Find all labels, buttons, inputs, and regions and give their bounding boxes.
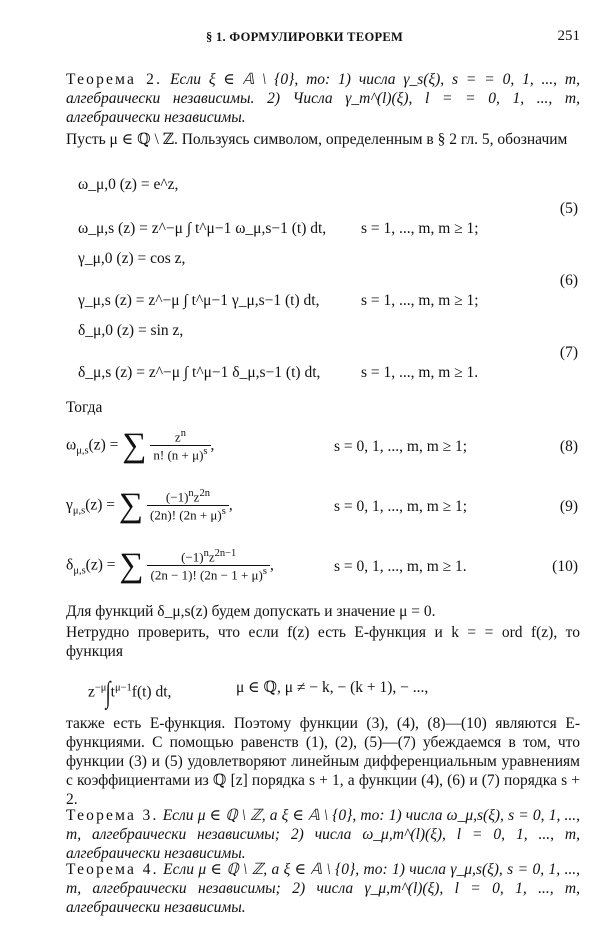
formula-omegas: ω_μ,s (z) = z^−μ ∫ t^μ−1 ω_μ,s−1 (t) dt, — [78, 220, 327, 237]
formula-omegas-cond: s = 1, ..., m, m ≥ 1; — [361, 220, 479, 237]
sum-sign: ∑ — [118, 486, 144, 524]
theorem-2-label: Теорема 2. — [66, 71, 163, 88]
formula-deltas-cond: s = 1, ..., m, m ≥ 1. — [361, 364, 479, 381]
formula-series-delta-cond: s = 0, 1, ..., m, m ≥ 1. — [334, 558, 467, 575]
fraction: $\frac{z^n}{n! (n + \mu)^s}$ — [150, 428, 210, 464]
page-header — [66, 30, 580, 50]
formula-omega0: ω_μ,0 (z) = e^z, — [78, 176, 179, 193]
theorem-4-label: Теорема 4. — [66, 861, 159, 878]
formula-deltas: δ_μ,s (z) = z^−μ ∫ t^μ−1 δ_μ,s−1 (t) dt, — [78, 364, 321, 381]
formula-series-omega-cond: s = 0, 1, ..., m, m ≥ 1; — [334, 438, 468, 455]
equation-number-5: (5) — [559, 200, 578, 217]
paragraph-e-functions-conclusion: также есть E-функция. Поэтому функции (3), (4), (8)—(10) являются E-функциями. С помощью равенств (1), (2), (5)—(7) убеждаемся в том, что функции (3) и (5) удовлетворяют линейным дифференциальным уравнениям с коэффициентами из ℚ [z] порядка s + 1, а функции (4), (6) и (7) порядка s + 2. — [66, 715, 580, 808]
theorem-3-label: Теорема 3. — [66, 807, 159, 824]
page-number: 251 — [557, 28, 580, 44]
equation-number-8: (8) — [559, 438, 578, 455]
equation-number-6: (6) — [559, 272, 578, 289]
theorem-3-text: Если μ ∈ ℚ \ ℤ, а ξ ∈ 𝔸 \ {0}, то: 1) числа ω_μ,s(ξ), s = 0, 1, ..., m, алгебраически независимы; 2) числа ω_μ,m^(l)(ξ), l = 0, 1, ..., m, алгебраически независимы. — [66, 807, 580, 862]
formula-series-gamma-cond: s = 0, 1, ..., m, m ≥ 1; — [334, 498, 468, 515]
theorem-2-text: Если ξ ∈ 𝔸 \ {0}, то: 1) числа γ_s(ξ), s = = 0, 1, ..., m, алгебраически независимы. 2) Числа γ_m^(l)(ξ), l = = 0, 1, ..., m, алгебраически независимы. — [66, 71, 580, 126]
formula-gamma0: γ_μ,0 (z) = cos z, — [78, 250, 186, 267]
theorem-4-text: Если μ ∈ ℚ \ ℤ, а ξ ∈ 𝔸 \ {0}, то: 1) числа γ_μ,s(ξ), s = 0, 1, ..., m, алгебраически независимы; 2) числа γ_μ,m^(l)(ξ), l = 0, 1, ..., m, алгебраически независимы. — [66, 861, 580, 916]
theorem-4 — [66, 860, 580, 917]
then-word: Тогда — [66, 399, 103, 416]
series-block — [66, 420, 580, 595]
equation-number-10: (10) — [552, 558, 578, 575]
intro-paragraph: Пусть μ ∈ ℚ \ ℤ. Пользуясь символом, определенным в § 2 гл. 5, обозначим — [66, 131, 568, 148]
theorem-3 — [66, 806, 580, 863]
sum-sign: ∑ — [122, 426, 147, 464]
paragraph-e-function: Нетрудно проверить, что если f(z) есть E-функция и k = = ord f(z), то функция — [66, 624, 580, 660]
formula-series-delta: $\delta_{\mu,s}(z)$ = ∑ $\frac{(-1)^nz^{2n-1}}{(2n - 1)! (2n - 1 + \mu)^s}$ , — [66, 546, 274, 584]
theorem-2 — [66, 70, 580, 127]
sum-sign: ∑ — [119, 546, 144, 584]
display-formula — [66, 668, 580, 712]
formula-gammas-cond: s = 1, ..., m, m ≥ 1; — [361, 292, 479, 309]
fraction: $\frac{(-1)^nz^{2n-1}}{(2n - 1)! (2n - 1 + \mu)^s}$ — [147, 548, 269, 584]
display-condition: μ ∈ ℚ, μ ≠ − k, − (k + 1), − ..., — [236, 679, 429, 696]
paragraph-delta-mu-zero: Для функций δ_μ,s(z) будем допускать и значение μ = 0. — [66, 603, 436, 620]
equation-number-9: (9) — [559, 498, 578, 515]
equation-number-7: (7) — [559, 344, 578, 361]
fraction: $\frac{(-1)^nz^{2n}}{(2n)! (2n + \mu)^s}$ — [147, 488, 229, 524]
definitions-block — [66, 170, 580, 395]
formula-delta0: δ_μ,0 (z) = sin z, — [78, 322, 184, 339]
formula-series-omega: $\omega_{\mu,s}(z)$ = ∑ $\frac{z^n}{n! (n + \mu)^s}$ , — [66, 426, 215, 464]
running-header-title: § 1. ФОРМУЛИРОВКИ ТЕОРЕМ — [206, 30, 404, 44]
formula-series-gamma: $\gamma_{\mu,s}(z)$ = ∑ $\frac{(-1)^nz^{2n}}{(2n)! (2n + \mu)^s}$ , — [66, 486, 233, 524]
formula-gammas: γ_μ,s (z) = z^−μ ∫ t^μ−1 γ_μ,s−1 (t) dt, — [78, 292, 320, 309]
display-integral: $z^{-\mu}\int t^{\mu-1}f(t)$ dt, — [88, 676, 172, 709]
